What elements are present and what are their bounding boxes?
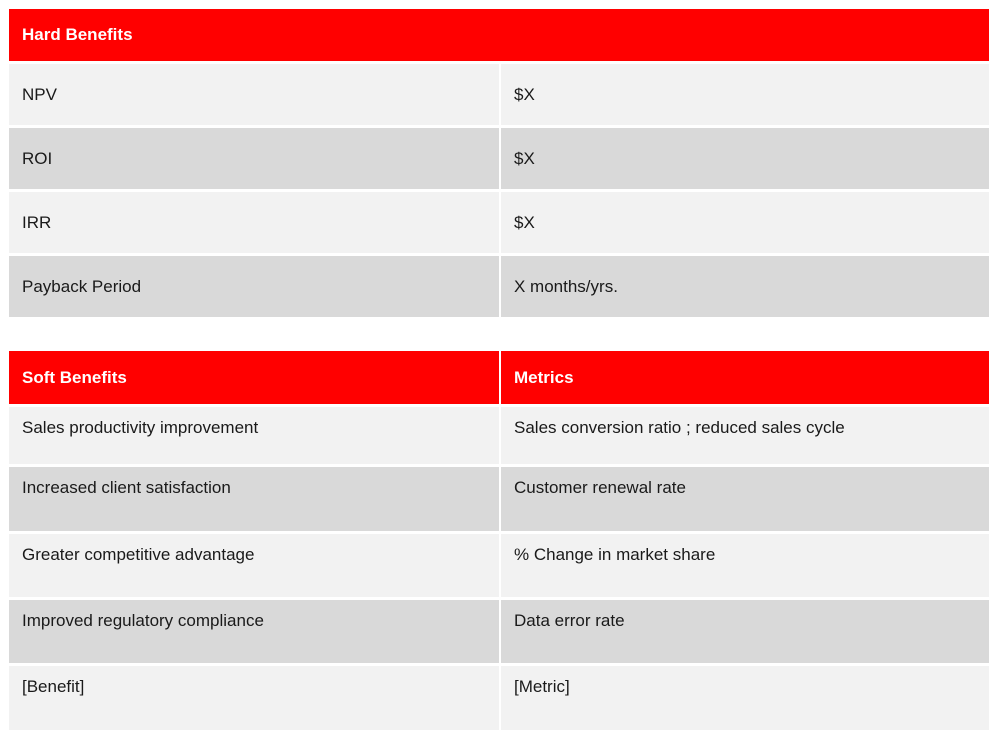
hard-benefit-value: $X <box>501 192 989 253</box>
soft-benefit-metric: Sales conversion ratio ; reduced sales cycle <box>501 407 989 464</box>
soft-benefit-label: Increased client satisfaction <box>9 467 499 531</box>
soft-benefits-header-row <box>9 351 989 404</box>
soft-benefit-metric: [Metric] <box>501 666 989 730</box>
hard-benefit-label: Payback Period <box>9 256 499 317</box>
soft-benefit-label: Sales productivity improvement <box>9 407 499 464</box>
hard-benefits-header-row <box>9 9 989 61</box>
hard-benefit-label: NPV <box>9 64 499 125</box>
soft-benefits-header: Soft Benefits <box>9 351 499 404</box>
hard-benefit-value: $X <box>501 64 989 125</box>
hard-benefit-value: $X <box>501 128 989 189</box>
soft-benefit-metric: % Change in market share <box>501 534 989 597</box>
soft-benefit-label: Greater competitive advantage <box>9 534 499 597</box>
table-row <box>9 256 989 317</box>
soft-benefit-metric: Customer renewal rate <box>501 467 989 531</box>
soft-benefit-label: [Benefit] <box>9 666 499 730</box>
soft-benefit-label: Improved regulatory compliance <box>9 600 499 663</box>
hard-benefits-header: Hard Benefits <box>9 9 989 61</box>
table-row <box>9 534 989 597</box>
hard-benefit-label: ROI <box>9 128 499 189</box>
table-row <box>9 407 989 464</box>
hard-benefit-label: IRR <box>9 192 499 253</box>
soft-benefits-table <box>9 351 989 730</box>
table-row <box>9 192 989 253</box>
metrics-header: Metrics <box>501 351 989 404</box>
hard-benefits-table <box>9 9 989 317</box>
hard-benefit-value: X months/yrs. <box>501 256 989 317</box>
table-row <box>9 666 989 730</box>
table-row <box>9 64 989 125</box>
table-row <box>9 600 989 663</box>
soft-benefit-metric: Data error rate <box>501 600 989 663</box>
table-row <box>9 128 989 189</box>
table-row <box>9 467 989 531</box>
